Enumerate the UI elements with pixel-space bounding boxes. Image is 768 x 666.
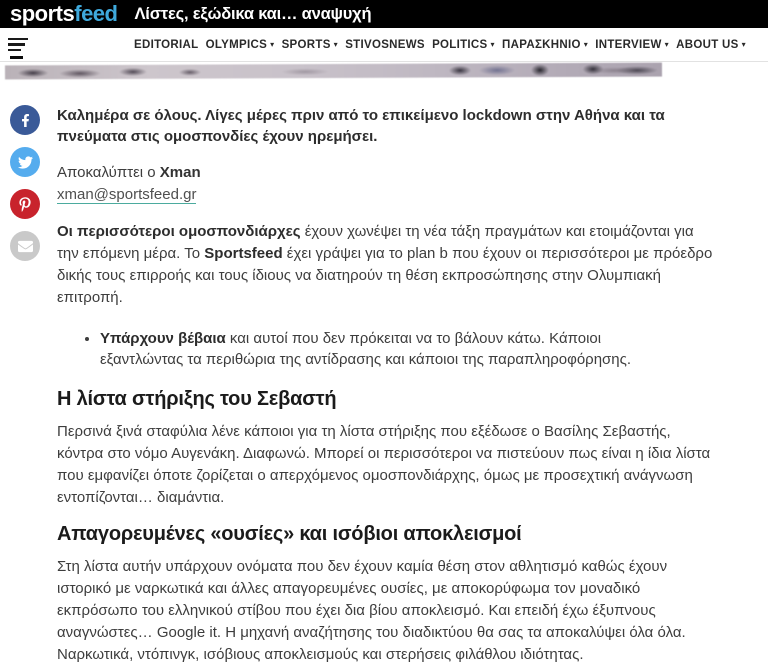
article-byline: Αποκαλύπτει ο Xman <box>57 164 201 181</box>
section-heading-apagoreumenes-ousies: Απαγορευμένες «ουσίες» και ισόβιοι αποκλεισμοί <box>57 523 522 545</box>
nav-item-olympics[interactable]: OLYMPICS ▾ <box>205 38 275 51</box>
facebook-icon <box>19 114 32 127</box>
article-image-cropped <box>5 63 662 80</box>
author-name: Xman <box>159 164 201 181</box>
twitter-share-button[interactable] <box>10 147 40 177</box>
article-body <box>57 78 713 666</box>
list-item: • Υπάρχουν βέβαια και αυτοί που δεν πρόκειται να το βάλουν κάτω. Κάποιοι εξαντλώντας τα περιθώρια της αντίδρασης και κάποιοι της παραπληροφόρησης. <box>100 328 687 370</box>
nav-item-stivosnews[interactable]: STIVOSNEWS <box>345 38 425 51</box>
chevron-down-icon: ▾ <box>490 40 495 49</box>
share-rail <box>10 105 40 273</box>
pinterest-share-button[interactable] <box>10 189 40 219</box>
hamburger-menu-icon[interactable] <box>8 38 30 52</box>
nav-item-politics[interactable]: POLITICS ▾ <box>432 38 495 51</box>
chevron-down-icon: ▾ <box>583 40 589 49</box>
author-email-link[interactable]: xman@sportsfeed.gr <box>57 186 197 203</box>
facebook-share-button[interactable] <box>10 105 40 135</box>
nav-item-interview[interactable]: INTERVIEW ▾ <box>595 38 669 51</box>
nav-item-paraskinio[interactable]: ΠΑΡΑΣΚΗΝΙΟ ▾ <box>502 38 589 51</box>
nav-item-editorial[interactable]: EDITORIAL <box>134 38 199 51</box>
email-share-button[interactable] <box>10 231 40 261</box>
nav-items <box>30 39 768 51</box>
chevron-down-icon: ▾ <box>270 40 275 49</box>
photo-fragment <box>10 56 23 59</box>
section-heading-lista-stirixis: Η λίστα στήριξης του Σεβαστή <box>57 388 337 410</box>
article-paragraph: Οι περισσότεροι ομοσπονδιάρχες έχουν χωνέψει τη νέα τάξη πραγμάτων και ετοιμάζονται για την επόμενη μέρα. Το Sportsfeed έχει γράψει για το plan b που έχουν οι περισσότεροι με πρόεδρο δικής τους επιρροής και τους ίδιους να διατηρούν τη θέση εκπροσώπησης στην Ολυμπιακή επιτροπή. <box>57 223 713 306</box>
logo-text-feed: feed <box>74 1 118 26</box>
article-intro: Καλημέρα σε όλους. Λίγες μέρες πριν από το επικείμενο lockdown στην Αθήνα και τα πνεύματα στις ομοσπονδίες έχουν ηρεμήσει. <box>57 107 665 145</box>
pinterest-icon <box>19 197 31 212</box>
twitter-icon <box>18 155 33 170</box>
article-paragraph: Στη λίστα αυτήν υπάρχουν ονόματα που δεν έχουν καμία θέση στον αθλητισμό καθώς έχουν ιστορικό με ναρκωτικά και άλλες απαγορευμένες ουσίες, με αποκορύφωμα τον μοναδικό εκπρόσωπο του ελληνικού στίβου που έχει δια βίου αποκλεισμό. Και επειδή έχω έξυπνους αναγνώστες… Google it. Η μηχανή αναζήτησης του διαδικτύου θα σας τα αποκαλύψει όλα όλα. Ναρκωτικά, ντόπινγκ, ισόβιους αποκλεισμούς και στερήσεις φιλάθλου ιδιότητας. <box>57 558 686 663</box>
email-icon <box>18 239 33 254</box>
site-header <box>0 0 768 28</box>
article-bullet-list <box>57 328 713 370</box>
main-navbar <box>0 28 768 62</box>
chevron-down-icon: ▾ <box>741 40 746 49</box>
chevron-down-icon: ▾ <box>333 40 338 49</box>
logo-text-sports: sports <box>10 1 75 26</box>
nav-item-sports[interactable]: SPORTS ▾ <box>281 38 338 51</box>
chevron-down-icon: ▾ <box>664 40 669 49</box>
article-kicker-title: Λίστες, εξώδικα και… αναψυχή <box>134 4 372 23</box>
nav-item-about-us[interactable]: ABOUT US ▾ <box>676 38 746 51</box>
site-logo[interactable] <box>10 3 118 25</box>
article-paragraph: Περσινά ξινά σταφύλια λένε κάποιοι για τη λίστα στήριξης που εξέδωσε ο Βασίλης Σεβαστής, κόντρα στο νόμο Αυγενάκη. Διαφωνώ. Μπορεί οι περισσότεροι να πιστεύουν πως είναι η ίδια λίστα που εμφανίζει όποτε ζορίζεται ο απερχόμενος ομοσπονδιάρχης, όμως με προσεχτική ανάγνωση εντοπίζονται… διαμάντια. <box>57 423 711 506</box>
